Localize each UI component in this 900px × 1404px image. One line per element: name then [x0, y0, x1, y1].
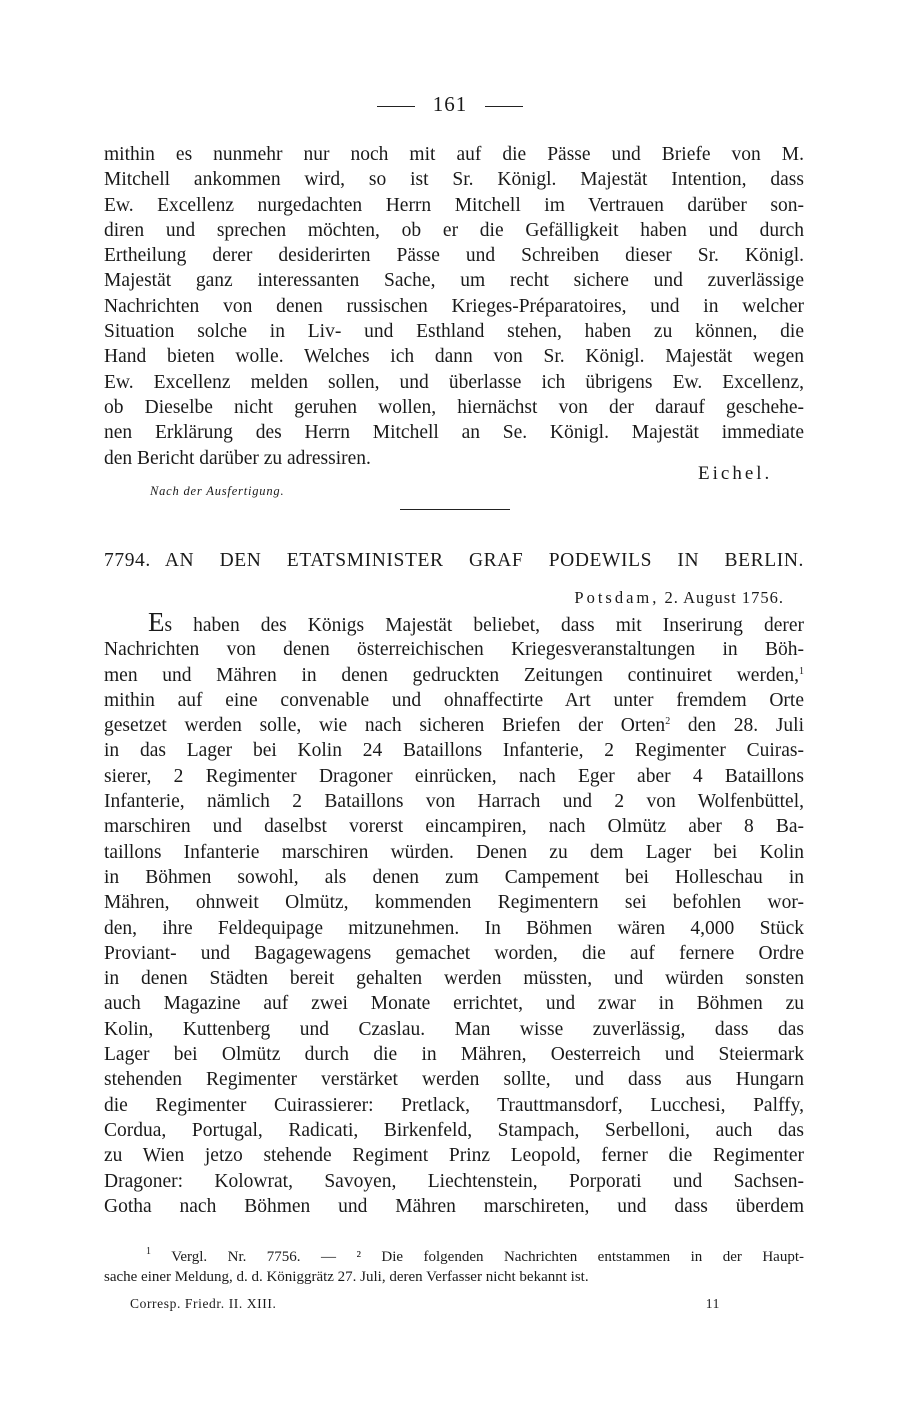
text-line: Hand bieten wolle. Welches ich dann von Sr. Königl. Majestät wegen	[104, 346, 804, 368]
text-line: den Bericht darüber zu adressiren.	[104, 447, 371, 469]
page-number: 161	[432, 92, 468, 116]
text-line: Mitchell ankommen wird, so ist Sr. Königl. Majestät Intention, dass	[104, 169, 804, 191]
text-line: mithin es nunmehr nur noch mit auf die Pässe und Briefe von M.	[104, 144, 804, 165]
text-line: diren und sprechen möchten, ob er die Gefälligkeit haben und durch	[104, 219, 804, 241]
signature-mark: 11	[705, 1296, 720, 1311]
footnotes	[104, 1247, 804, 1287]
text-line: zu Wien jetzo stehende Regiment Prinz Leopold, ferner die Regimenter	[104, 1145, 804, 1167]
initial-letter: E	[148, 607, 165, 637]
document-title: AN DEN ETATSMINISTER GRAF PODEWILS IN BERLIN.	[164, 550, 804, 571]
footnote-ref[interactable]: 1	[799, 665, 804, 677]
text-line: Mähren, ohnweit Olmütz, kommenden Regimentern sei befohlen wor-	[104, 892, 804, 914]
text-line: in Böhmen sowohl, als denen zum Campement bei Holleschau in	[104, 866, 804, 888]
dateline-place: Potsdam,	[574, 588, 660, 607]
section-divider	[400, 509, 510, 510]
text-line: in denen Städten bereit gehalten werden müssten, und würden sonsten	[104, 968, 804, 990]
text-line: Majestät ganz interessanten Sache, um recht sichere und zuverlässige	[104, 270, 804, 292]
previous-letter-text	[104, 142, 804, 471]
footnote-text: Vergl. Nr. 7756. — ² Die folgenden Nachrichten entstammen in der Haupt-	[171, 1249, 804, 1265]
text-line: ob Dieselbe nicht geruhen wollen, hiernächst von der darauf geschehe-	[104, 396, 804, 418]
text-line-with-note	[104, 663, 804, 688]
text-line: Ew. Excellenz melden sollen, und überlasse ich übrigens Ew. Excellenz,	[104, 371, 804, 393]
text-line: in das Lager bei Kolin 24 Bataillons Infanterie, 2 Regimenter Cuiras-	[104, 740, 804, 762]
text-line: taillons Infanterie marschiren würden. Denen zu dem Lager bei Kolin	[104, 841, 804, 863]
text-line: den, ihre Feldequipage mitzunehmen. In Böhmen wären 4,000 Stück	[104, 917, 804, 939]
dateline-date: 2. August 1756.	[664, 588, 784, 607]
text-line: Lager bei Olmütz durch die in Mähren, Oesterreich und Steiermark	[104, 1044, 804, 1066]
text-line: men und Mähren in denen gedruckten Zeitungen continuiret werden,	[104, 664, 799, 686]
document-number: 7794.	[104, 550, 151, 571]
text-line: Nachrichten von denen russischen Krieges-Préparatoires, und in welcher	[104, 295, 804, 317]
text-line: Nachrichten von denen österreichischen Kriegesveranstaltungen in Böh-	[104, 639, 804, 661]
page-footer	[130, 1296, 720, 1312]
text-line: Cordua, Portugal, Radicati, Birkenfeld, Stampach, Serbelloni, auch das	[104, 1119, 804, 1141]
text-line: die Regimenter Cuirassierer: Pretlack, Trauttmansdorf, Lucchesi, Palffy,	[104, 1094, 804, 1116]
footnote-line	[104, 1247, 804, 1267]
text-line: Proviant- und Bagagewagens gemachet worden, die auf fernere Ordre	[104, 942, 804, 964]
text-line: Ew. Excellenz nurgedachten Herrn Mitchell im Vertrauen darüber son-	[104, 194, 804, 216]
text-line: marschiren und daselbst vorerst eincampiren, nach Olmütz aber 8 Ba-	[104, 816, 804, 838]
text-line: Infanterie, nämlich 2 Bataillons von Harrach und 2 von Wolfenbüttel,	[104, 791, 804, 813]
footnote-line: sache einer Meldung, d. d. Königgrätz 27. Juli, deren Verfasser nicht bekannt ist.	[104, 1269, 589, 1285]
text-line: sierer, 2 Regimenter Dragoner einrücken, nach Eger aber 4 Bataillons	[104, 765, 804, 787]
text-line: gesetzet werden solle, wie nach sicheren Briefen der Orten	[104, 715, 666, 737]
document-text	[104, 607, 804, 1219]
text-line: auch Magazine auf zwei Monate errichtet, und zwar in Böhmen zu	[104, 993, 804, 1015]
text-line-first	[104, 607, 804, 637]
text-line: Dragoner: Kolowrat, Savoyen, Liechtenstein, Porporati und Sachsen-	[104, 1170, 804, 1192]
text-line: nen Erklärung des Herrn Mitchell an Se. Königl. Majestät immediate	[104, 422, 804, 444]
text-line: stehenden Regimenter verstärket werden sollte, und dass aus Hungarn	[104, 1069, 804, 1091]
text-line: Situation solche in Liv- und Esthland stehen, haben zu können, die	[104, 321, 804, 343]
collection-title: Corresp. Friedr. II. XIII.	[130, 1296, 277, 1311]
text-line-with-note	[104, 713, 804, 738]
dateline	[574, 588, 784, 608]
text-line: Gotha nach Böhmen und Mähren marschireten, und dass überdem	[104, 1195, 804, 1217]
footnote-marker: 1	[146, 1246, 151, 1257]
text-line: Ertheilung derer desiderirten Pässe und Schreiben dieser Sr. Königl.	[104, 245, 804, 267]
text-line: Kolin, Kuttenberg und Czaslau. Man wisse zuverlässig, dass das	[104, 1018, 804, 1040]
page-header	[0, 92, 900, 117]
signature: Eichel.	[698, 463, 773, 484]
source-note: Nach der Ausfertigung.	[150, 484, 285, 498]
text-line: mithin auf eine convenable und ohnaffectirte Art unter fremdem Orte	[104, 689, 804, 711]
text-line-tail: den 28. Juli	[670, 715, 804, 737]
header-dash-right	[485, 106, 523, 107]
text-line: s haben des Königs Majestät beliebet, dass mit Inserirung derer	[164, 615, 804, 636]
header-dash-left	[377, 106, 415, 107]
document-heading	[104, 550, 804, 572]
footnote-ref[interactable]: 2	[665, 716, 671, 728]
